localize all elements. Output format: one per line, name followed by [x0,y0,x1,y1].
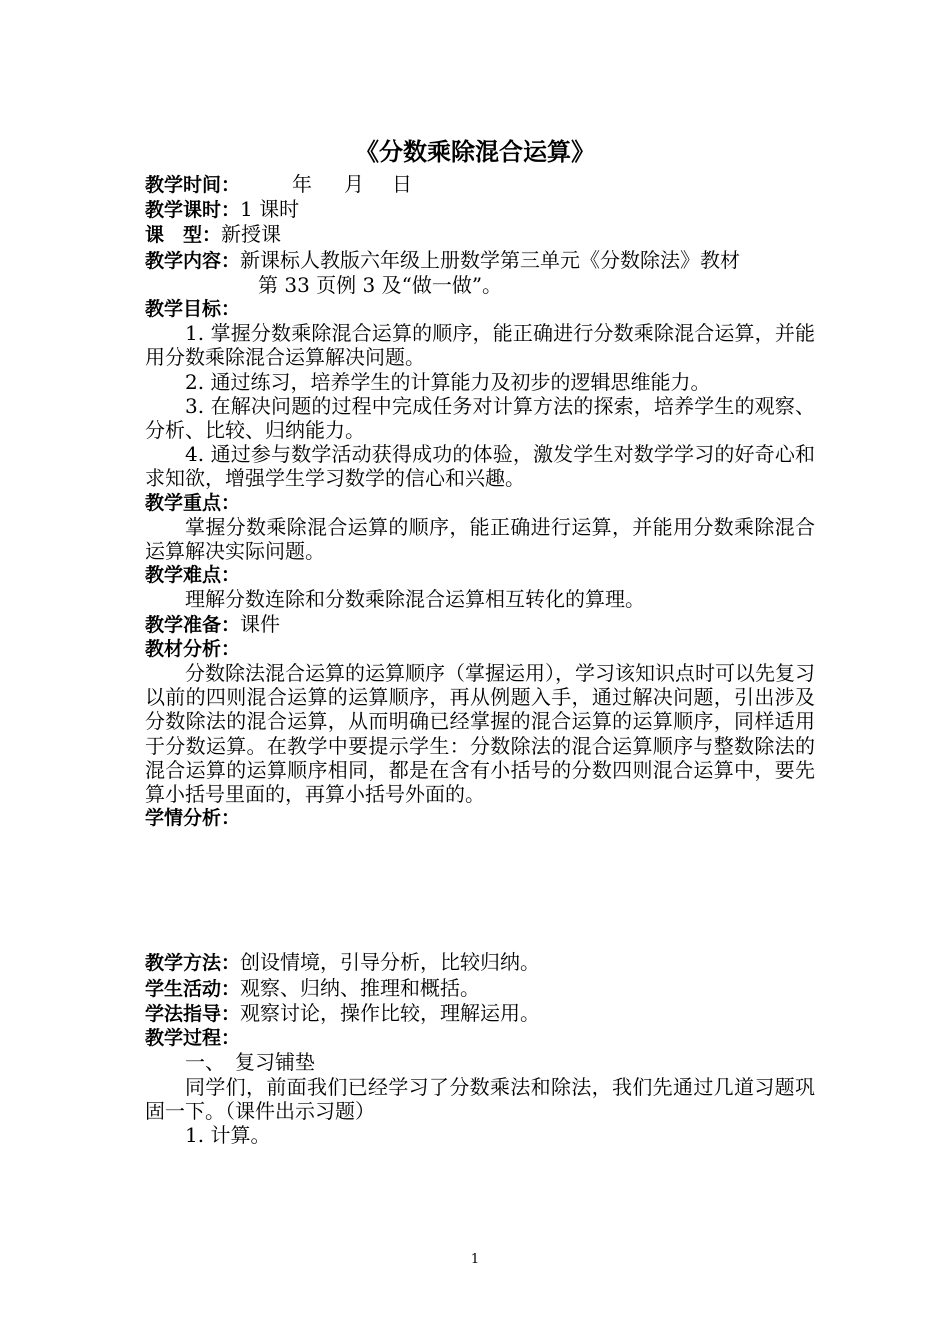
process-intro: 同学们，前面我们已经学习了分数乘法和除法，我们先通过几道习题巩固一下。（课件出示习题） [145,1074,815,1123]
methods-label: 教学方法： [145,952,241,975]
objective-item-4: 4. 通过参与数学活动获得成功的体验，激发学生对数学学习的好奇心和求知欲，增强学生学习数学的信心和兴趣。 [145,442,815,491]
teaching-period-label: 教学课时： [145,199,241,222]
teaching-time-day: 日 [392,172,413,196]
objective-item-3: 3. 在解决问题的过程中完成任务对计算方法的探索，培养学生的观察、分析、比较、归纳能力。 [145,393,815,443]
objectives-label: 教学目标： [145,298,241,321]
difficulty-label: 教学难点： [145,564,241,587]
teaching-content-value-2: 第 33 页例 3 及“做一做”。 [258,272,503,297]
lesson-type-label: 课 型： [145,224,222,247]
objective-item-2: 2. 通过练习，培养学生的计算能力及初步的逻辑思维能力。 [185,369,711,394]
key-point-label: 教学重点： [145,491,241,514]
teaching-content-row [145,248,815,273]
lesson-type-row [145,222,815,247]
process-label: 教学过程： [145,1027,241,1050]
guidance-label: 学法指导： [145,1002,241,1025]
teaching-time-year: 年 [292,172,313,196]
process-item-1: 1. 计算。 [185,1122,271,1147]
teaching-time-label: 教学时间： [145,174,241,196]
teaching-time-month: 月 [344,172,365,196]
lesson-type-value: 新授课 [221,222,282,247]
guidance-row [145,1001,815,1026]
teaching-period-value: 1 课时 [240,197,300,222]
student-analysis-blank [145,830,815,950]
difficulty-text: 理解分数连除和分数乘除混合运算相互转化的算理。 [185,587,645,612]
activities-value: 观察、归纳、推理和概括。 [240,975,481,1000]
teaching-content-label: 教学内容： [145,249,241,272]
preparation-row [145,612,815,637]
material-analysis-text: 分数除法混合运算的运算顺序（掌握运用），学习该知识点时可以先复习以前的四则混合运算的运算顺序，再从例题入手，通过解决问题，引出涉及分数除法的混合运算，从而明确已经掌握的混合运算的运算顺序，同样适用于分数运算。在教学中要提示学生：分数除法的混合运算顺序与整数除法的混合运算的运算顺序相同，都是在含有小括号的分数四则混合运算中，要先算小括号里面的，再算小括号外面的。 [145,661,815,807]
page-number: 1 [470,1252,480,1267]
key-point-text: 掌握分数乘除混合运算的顺序，能正确进行运算，并能用分数乘除混合运算解决实际问题。 [145,514,815,564]
preparation-value: 课件 [240,611,281,636]
teaching-content-value-1: 新课标人教版六年级上册数学第三单元《分数除法》教材 [240,247,741,272]
student-analysis-label: 学情分析： [145,807,241,830]
methods-value: 创设情境，引导分析，比较归纳。 [240,950,541,975]
guidance-value: 观察讨论，操作比较，理解运用。 [240,1000,541,1025]
activities-label: 学生活动： [145,977,241,1000]
activities-row [145,976,815,1001]
process-section-1: 一、 复习铺垫 [185,1050,315,1075]
methods-row [145,950,815,975]
material-analysis-label: 教材分析： [145,637,241,660]
teaching-period-row [145,197,815,222]
document-title: 《分数乘除混合运算》 [355,138,595,166]
preparation-label: 教学准备： [145,613,241,636]
objective-item-1: 1. 掌握分数乘除混合运算的顺序，能正确进行分数乘除混合运算，并能用分数乘除混合运算解决问题。 [145,321,815,370]
document-body [145,172,815,1147]
teaching-time-row [145,172,815,197]
